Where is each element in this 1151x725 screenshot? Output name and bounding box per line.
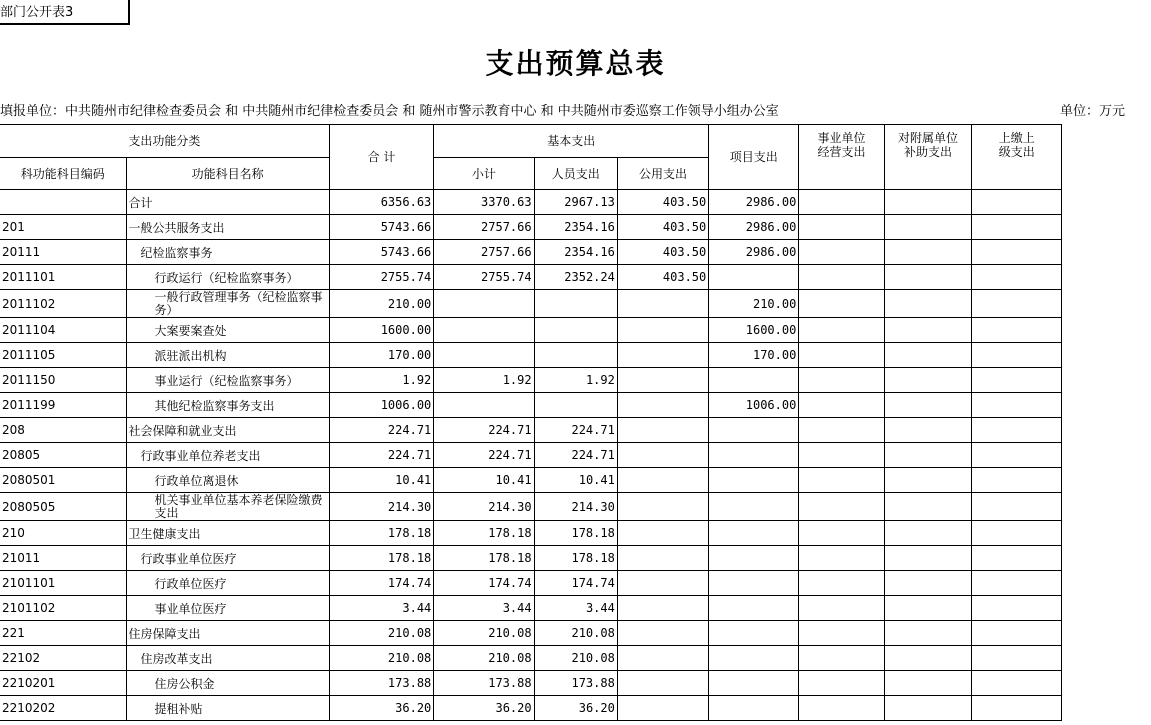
row-subtotal[interactable]: 36.20 [434,696,534,721]
table-row [0,596,1150,621]
row-upper[interactable] [972,468,1062,493]
row-subtotal[interactable] [434,393,534,418]
row-business[interactable] [799,696,884,721]
row-subtotal[interactable]: 3370.63 [434,190,534,215]
row-upper[interactable] [972,343,1062,368]
row-code[interactable]: 210 [0,521,126,546]
row-personnel[interactable]: 178.18 [534,521,617,546]
row-project[interactable]: 170.00 [709,343,799,368]
row-name[interactable]: 大案要案查处 [126,318,329,343]
row-project[interactable]: 2986.00 [709,240,799,265]
row-business[interactable] [799,318,884,343]
row-code[interactable]: 2011150 [0,368,126,393]
table-row [0,318,1150,343]
row-subsidy[interactable] [884,393,972,418]
row-code[interactable]: 2011199 [0,393,126,418]
row-public[interactable] [617,546,708,571]
row-name[interactable]: 行政单位离退休 [126,468,329,493]
row-total[interactable]: 5743.66 [329,215,434,240]
table-row [0,493,1150,521]
row-code[interactable]: 2101102 [0,596,126,621]
row-total[interactable]: 6356.63 [329,190,434,215]
row-subtotal[interactable]: 174.74 [434,571,534,596]
row-upper[interactable] [972,571,1062,596]
row-upper[interactable] [972,240,1062,265]
row-code[interactable]: 21011 [0,546,126,571]
row-code[interactable]: 2011105 [0,343,126,368]
row-code[interactable]: 208 [0,418,126,443]
row-code[interactable]: 20805 [0,443,126,468]
row-project[interactable]: 1600.00 [709,318,799,343]
row-business[interactable] [799,343,884,368]
row-personnel[interactable]: 173.88 [534,671,617,696]
row-code[interactable]: 2011104 [0,318,126,343]
row-subtotal[interactable]: 214.30 [434,493,534,521]
row-personnel[interactable] [534,290,617,318]
row-public[interactable] [617,393,708,418]
row-name[interactable]: 一般公共服务支出 [126,215,329,240]
row-subsidy[interactable] [884,190,972,215]
row-subtotal[interactable]: 3.44 [434,596,534,621]
row-public[interactable]: 403.50 [617,265,708,290]
row-code[interactable]: 20111 [0,240,126,265]
row-subtotal[interactable]: 224.71 [434,443,534,468]
row-project[interactable] [709,646,799,671]
row-subsidy[interactable] [884,696,972,721]
row-total[interactable]: 214.30 [329,493,434,521]
row-total[interactable]: 178.18 [329,521,434,546]
row-business[interactable] [799,493,884,521]
row-business[interactable] [799,646,884,671]
table-row [0,671,1150,696]
row-name[interactable]: 住房公积金 [126,671,329,696]
row-name[interactable]: 卫生健康支出 [126,521,329,546]
row-name[interactable]: 纪检监察事务 [126,240,329,265]
header-business: 事业单位 经营支出 [799,125,884,190]
row-business[interactable] [799,418,884,443]
row-personnel[interactable]: 2354.16 [534,240,617,265]
row-subsidy[interactable] [884,343,972,368]
row-public[interactable] [617,318,708,343]
header-public: 公用支出 [617,158,708,190]
row-personnel[interactable]: 2967.13 [534,190,617,215]
row-subtotal[interactable]: 210.08 [434,621,534,646]
header-personnel: 人员支出 [534,158,617,190]
table-row [0,368,1150,393]
table-row [0,621,1150,646]
row-personnel[interactable]: 224.71 [534,418,617,443]
row-subsidy[interactable] [884,596,972,621]
row-subtotal[interactable]: 2757.66 [434,240,534,265]
row-public[interactable] [617,418,708,443]
row-subtotal[interactable]: 2757.66 [434,215,534,240]
header-subsidy: 对附属单位 补助支出 [884,125,972,190]
row-subsidy[interactable] [884,265,972,290]
row-subsidy[interactable] [884,571,972,596]
row-upper[interactable] [972,368,1062,393]
row-business[interactable] [799,596,884,621]
row-subsidy[interactable] [884,290,972,318]
row-total[interactable]: 3.44 [329,596,434,621]
row-total[interactable]: 174.74 [329,571,434,596]
row-code[interactable]: 2101101 [0,571,126,596]
row-upper[interactable] [972,621,1062,646]
row-project[interactable]: 2986.00 [709,190,799,215]
row-subtotal[interactable]: 178.18 [434,546,534,571]
row-subtotal[interactable] [434,343,534,368]
row-name[interactable]: 社会保障和就业支出 [126,418,329,443]
table-row [0,468,1150,493]
row-project[interactable] [709,546,799,571]
row-name[interactable]: 住房保障支出 [126,621,329,646]
row-project[interactable] [709,671,799,696]
row-subsidy[interactable] [884,671,972,696]
row-code[interactable]: 221 [0,621,126,646]
row-total[interactable]: 36.20 [329,696,434,721]
row-name[interactable]: 行政事业单位养老支出 [126,443,329,468]
row-subtotal[interactable]: 178.18 [434,521,534,546]
row-subsidy[interactable] [884,318,972,343]
row-code[interactable]: 2011102 [0,290,126,318]
header-name: 功能科目名称 [126,158,329,190]
row-total[interactable]: 210.00 [329,290,434,318]
sheet-tab-label[interactable]: 部门公开表3 [0,0,130,25]
row-total[interactable]: 1006.00 [329,393,434,418]
header-subtotal: 小计 [434,158,534,190]
row-public[interactable] [617,571,708,596]
row-name[interactable]: 提租补贴 [126,696,329,721]
row-subtotal[interactable]: 2755.74 [434,265,534,290]
row-total[interactable]: 224.71 [329,443,434,468]
row-personnel[interactable]: 214.30 [534,493,617,521]
header-project: 项目支出 [709,125,799,190]
row-public[interactable] [617,443,708,468]
row-personnel[interactable]: 2352.24 [534,265,617,290]
row-code[interactable]: 201 [0,215,126,240]
row-total[interactable]: 178.18 [329,546,434,571]
row-project[interactable] [709,265,799,290]
row-public[interactable] [617,493,708,521]
row-subsidy[interactable] [884,493,972,521]
row-business[interactable] [799,621,884,646]
row-name[interactable]: 行政事业单位医疗 [126,546,329,571]
row-public[interactable]: 403.50 [617,190,708,215]
table-row [0,240,1150,265]
table-row [0,571,1150,596]
table-row [0,343,1150,368]
row-business[interactable] [799,290,884,318]
row-personnel[interactable]: 10.41 [534,468,617,493]
header-code: 科功能科目编码 [0,158,126,190]
row-total[interactable]: 210.08 [329,646,434,671]
row-name[interactable]: 住房改革支出 [126,646,329,671]
row-business[interactable] [799,671,884,696]
row-public[interactable]: 403.50 [617,240,708,265]
row-upper[interactable] [972,646,1062,671]
row-subsidy[interactable] [884,546,972,571]
row-subsidy[interactable] [884,368,972,393]
row-business[interactable] [799,571,884,596]
row-subsidy[interactable] [884,521,972,546]
row-subsidy[interactable] [884,443,972,468]
row-subtotal[interactable]: 10.41 [434,468,534,493]
row-name[interactable]: 派驻派出机构 [126,343,329,368]
row-project[interactable] [709,621,799,646]
row-code[interactable]: 2011101 [0,265,126,290]
row-project[interactable] [709,468,799,493]
row-business[interactable] [799,443,884,468]
row-subtotal[interactable]: 224.71 [434,418,534,443]
row-subsidy[interactable] [884,418,972,443]
row-public[interactable] [617,621,708,646]
row-upper[interactable] [972,215,1062,240]
row-project[interactable] [709,696,799,721]
row-public[interactable] [617,468,708,493]
row-name[interactable]: 合计 [126,190,329,215]
table-row [0,521,1150,546]
table-row [0,443,1150,468]
row-name[interactable]: 一般行政管理事务（纪检监察事务） [126,290,329,318]
row-total[interactable]: 10.41 [329,468,434,493]
row-subsidy[interactable] [884,468,972,493]
row-public[interactable] [617,596,708,621]
table-row [0,265,1150,290]
row-upper[interactable] [972,290,1062,318]
row-name[interactable]: 事业单位医疗 [126,596,329,621]
row-total[interactable]: 224.71 [329,418,434,443]
table-row [0,190,1150,215]
row-business[interactable] [799,521,884,546]
row-project[interactable] [709,596,799,621]
row-project[interactable]: 1006.00 [709,393,799,418]
row-public[interactable] [617,290,708,318]
row-code[interactable] [0,190,126,215]
row-total[interactable]: 170.00 [329,343,434,368]
row-total[interactable]: 173.88 [329,671,434,696]
table-row [0,646,1150,671]
row-code[interactable]: 2210201 [0,671,126,696]
row-name[interactable]: 其他纪检监察事务支出 [126,393,329,418]
row-business[interactable] [799,468,884,493]
row-upper[interactable] [972,190,1062,215]
page-title: 支出预算总表 [485,47,666,80]
row-project[interactable] [709,418,799,443]
row-project[interactable]: 210.00 [709,290,799,318]
row-name[interactable]: 行政运行（纪检监察事务） [126,265,329,290]
row-upper[interactable] [972,318,1062,343]
table-row [0,393,1150,418]
row-name[interactable]: 行政单位医疗 [126,571,329,596]
row-total[interactable]: 5743.66 [329,240,434,265]
row-project[interactable] [709,368,799,393]
row-subsidy[interactable] [884,621,972,646]
row-business[interactable] [799,190,884,215]
header-func-class: 支出功能分类 [0,125,329,158]
row-public[interactable] [617,646,708,671]
row-subtotal[interactable]: 1.92 [434,368,534,393]
budget-table [0,124,1150,721]
row-subtotal[interactable]: 210.08 [434,646,534,671]
row-total[interactable]: 2755.74 [329,265,434,290]
row-public[interactable] [617,521,708,546]
row-personnel[interactable]: 1.92 [534,368,617,393]
table-row [0,418,1150,443]
row-upper[interactable] [972,596,1062,621]
row-project[interactable]: 2986.00 [709,215,799,240]
row-public[interactable] [617,368,708,393]
row-public[interactable] [617,671,708,696]
row-subsidy[interactable] [884,240,972,265]
row-business[interactable] [799,393,884,418]
row-code[interactable]: 2080505 [0,493,126,521]
table-row [0,696,1150,721]
row-project[interactable] [709,493,799,521]
row-personnel[interactable]: 210.08 [534,621,617,646]
row-code[interactable]: 2210202 [0,696,126,721]
row-business[interactable] [799,265,884,290]
row-subtotal[interactable] [434,318,534,343]
row-personnel[interactable]: 36.20 [534,696,617,721]
header-upper: 上缴上 级支出 [972,125,1062,190]
row-public[interactable] [617,343,708,368]
row-upper[interactable] [972,443,1062,468]
row-upper[interactable] [972,546,1062,571]
row-upper[interactable] [972,521,1062,546]
row-personnel[interactable]: 224.71 [534,443,617,468]
table-row [0,546,1150,571]
row-upper[interactable] [972,418,1062,443]
row-subsidy[interactable] [884,646,972,671]
row-project[interactable] [709,571,799,596]
row-name[interactable]: 机关事业单位基本养老保险缴费支出 [126,493,329,521]
row-personnel[interactable] [534,318,617,343]
row-personnel[interactable]: 174.74 [534,571,617,596]
row-public[interactable]: 403.50 [617,215,708,240]
row-project[interactable] [709,443,799,468]
row-business[interactable] [799,368,884,393]
header-basic: 基本支出 [434,125,709,158]
row-upper[interactable] [972,393,1062,418]
row-code[interactable]: 22102 [0,646,126,671]
row-personnel[interactable]: 3.44 [534,596,617,621]
row-name[interactable]: 事业运行（纪检监察事务） [126,368,329,393]
row-code[interactable]: 2080501 [0,468,126,493]
header-total: 合 计 [329,125,434,190]
table-row [0,290,1150,318]
row-total[interactable]: 1.92 [329,368,434,393]
row-public[interactable] [617,696,708,721]
row-total[interactable]: 1600.00 [329,318,434,343]
row-total[interactable]: 210.08 [329,621,434,646]
table-row [0,215,1150,240]
row-personnel[interactable]: 2354.16 [534,215,617,240]
row-personnel[interactable] [534,393,617,418]
currency-unit: 单位：万元 [1060,104,1126,119]
row-subsidy[interactable] [884,215,972,240]
row-upper[interactable] [972,671,1062,696]
row-personnel[interactable] [534,343,617,368]
row-subtotal[interactable]: 173.88 [434,671,534,696]
row-project[interactable] [709,521,799,546]
row-subtotal[interactable] [434,290,534,318]
row-upper[interactable] [972,696,1062,721]
row-business[interactable] [799,215,884,240]
row-personnel[interactable]: 210.08 [534,646,617,671]
row-business[interactable] [799,240,884,265]
row-business[interactable] [799,546,884,571]
row-upper[interactable] [972,265,1062,290]
row-upper[interactable] [972,493,1062,521]
filing-unit: 填报单位：中共随州市纪律检查委员会 和 中共随州市纪律检查委员会 和 随州市警示教育中心 和 中共随州市委巡察工作领导小组办公室 [0,104,779,119]
row-personnel[interactable]: 178.18 [534,546,617,571]
